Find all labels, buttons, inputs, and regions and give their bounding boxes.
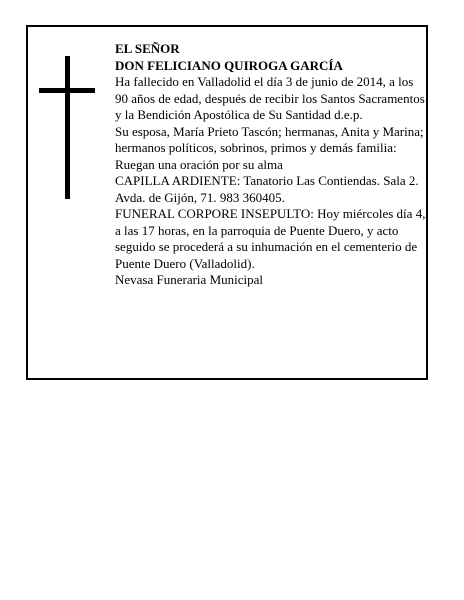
prayer-request: Ruegan una oración por su alma	[115, 156, 283, 172]
deceased-name: DON FELICIANO QUIROGA GARCÍA	[115, 57, 343, 73]
obituary-notice	[26, 25, 428, 380]
cross-icon	[39, 56, 95, 199]
death-announcement: Ha fallecido en Valladolid el día 3 de junio de 2014, a los 90 años de edad, después de recibir los Santos Sacramentos y la Bendición Apostólica de Su Santidad d.e.p.	[115, 74, 425, 122]
cross-horizontal-bar	[39, 88, 95, 93]
heading-title: EL SEÑOR	[115, 41, 180, 56]
cross-vertical-bar	[65, 56, 70, 199]
funeral-info: FUNERAL CORPORE INSEPULTO: Hoy miércoles día 4, a las 17 horas, en la parroquia de Puente Duero, y acto seguido se procederá a su inhumación en el cementerio de Puente Duero (Valladolid).	[115, 206, 426, 271]
chapel-info: CAPILLA ARDIENTE: Tanatorio Las Contiendas. Sala 2. Avda. de Gijón, 71. 983 360405.	[115, 173, 419, 205]
obituary-text	[115, 41, 427, 289]
funeral-home: Nevasa Funeraria Municipal	[115, 272, 264, 287]
family-list: Su esposa, María Prieto Tascón; hermanas, Anita y Marina; hermanos políticos, sobrinos, primos y demás familia:	[115, 123, 424, 155]
